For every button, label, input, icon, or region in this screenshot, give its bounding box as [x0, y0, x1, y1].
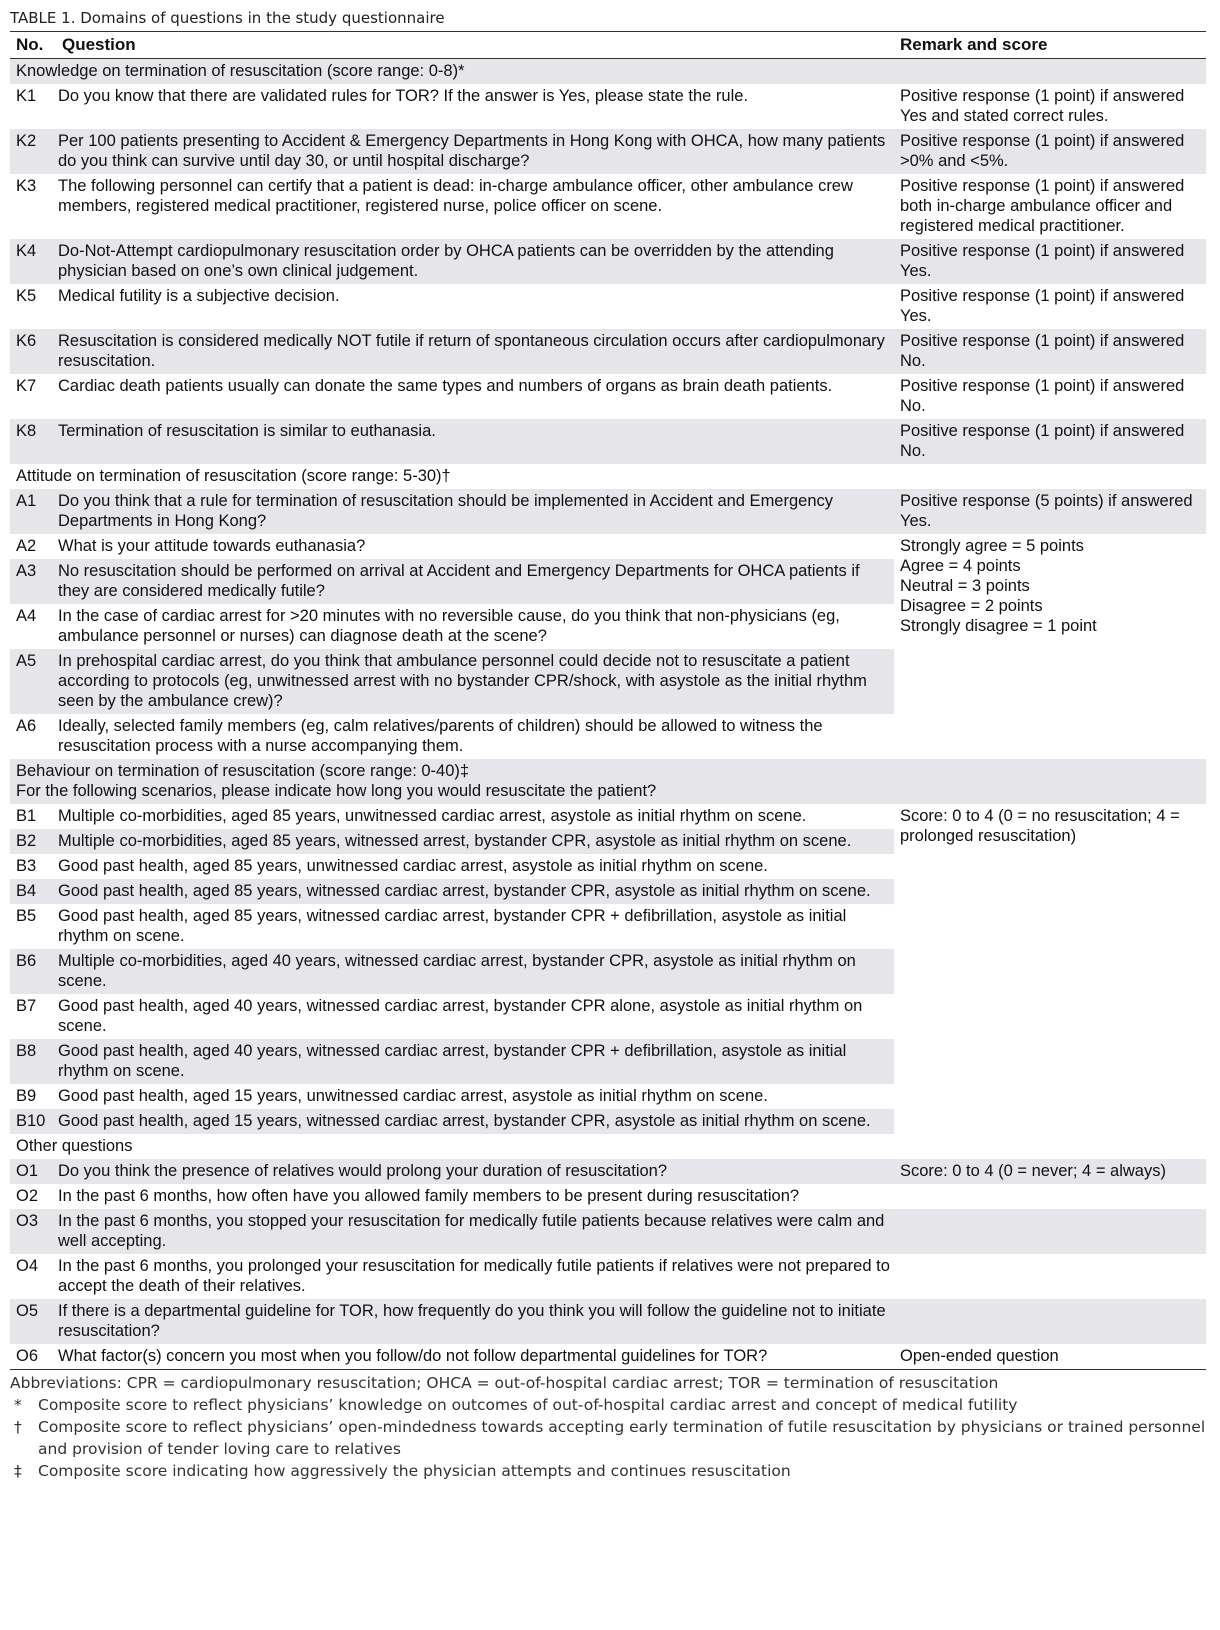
- row-no: K3: [16, 177, 37, 195]
- table-row: [10, 804, 1206, 829]
- section-title: Attitude on termination of resuscitation (score range: 5-30)†: [16, 467, 451, 485]
- footnote-text: Composite score indicating how aggressively the physician attempts and continues resuscitation: [38, 1462, 791, 1480]
- row-question: Multiple co-morbidities, aged 40 years, witnessed cardiac arrest, bystander CPR, asystole as initial rhythm on scene.: [58, 952, 856, 990]
- header-no: No.: [10, 32, 56, 59]
- row-question: Good past health, aged 40 years, witnessed cardiac arrest, bystander CPR alone, asystole as initial rhythm on scene.: [58, 997, 863, 1035]
- row-question: Cardiac death patients usually can donate the same types and numbers of organs as brain death patients.: [58, 377, 833, 395]
- row-no: O1: [16, 1162, 39, 1180]
- footnote-symbol: †: [14, 1418, 22, 1436]
- row-remark: Positive response (1 point) if answered both in-charge ambulance officer and registered medical practitioner.: [900, 177, 1185, 235]
- row-remark: Positive response (1 point) if answered No.: [900, 332, 1185, 370]
- footnote-star: [10, 1394, 1206, 1416]
- row-question: What is your attitude towards euthanasia?: [58, 537, 366, 555]
- row-no: B3: [16, 857, 37, 875]
- row-no: K5: [16, 287, 37, 305]
- table-row: [10, 1184, 1206, 1209]
- row-remark: Positive response (1 point) if answered No.: [900, 377, 1185, 415]
- row-remark-likert: Strongly agree = 5 points Agree = 4 points Neutral = 3 points Disagree = 2 points Strongly disagree = 1 point: [900, 537, 1097, 635]
- table-row: [10, 239, 1206, 284]
- row-question: Termination of resuscitation is similar to euthanasia.: [58, 422, 436, 440]
- row-remark: Positive response (1 point) if answered No.: [900, 422, 1185, 460]
- row-no: O5: [16, 1302, 39, 1320]
- table-row: [10, 1254, 1206, 1299]
- section-row-other: [10, 1134, 1206, 1159]
- row-remark: Positive response (1 point) if answered >0% and <5%.: [900, 132, 1185, 170]
- footnote-symbol: *: [14, 1396, 22, 1414]
- section-title: Other questions: [16, 1137, 133, 1155]
- table-row: [10, 489, 1206, 534]
- row-no: B9: [16, 1087, 37, 1105]
- row-question: Do you know that there are validated rules for TOR? If the answer is Yes, please state the rule.: [58, 87, 749, 105]
- row-no: B4: [16, 882, 37, 900]
- header-remark: Remark and score: [894, 32, 1206, 59]
- section-title: Knowledge on termination of resuscitation (score range: 0-8)*: [16, 62, 465, 80]
- row-no: A3: [10, 559, 56, 604]
- row-no: A4: [16, 607, 37, 625]
- row-question: The following personnel can certify that a patient is dead: in-charge ambulance officer, other ambulance crew members, registered medical practitioner, registered nurse, police officer on scene.: [58, 177, 853, 215]
- row-question: Good past health, aged 85 years, unwitnessed cardiac arrest, asystole as initial rhythm on scene.: [58, 857, 768, 875]
- row-no: A2: [16, 537, 37, 555]
- footnote-text: Composite score to reflect physicians’ knowledge on outcomes of out-of-hospital cardiac arrest and concept of medical futility: [38, 1396, 1018, 1414]
- row-no: B5: [16, 907, 37, 925]
- header-question: Question: [56, 32, 894, 59]
- row-no: K8: [16, 422, 37, 440]
- row-question: Multiple co-morbidities, aged 85 years, unwitnessed cardiac arrest, asystole as initial rhythm on scene.: [58, 807, 807, 825]
- table-row: [10, 84, 1206, 129]
- row-question: Good past health, aged 15 years, unwitnessed cardiac arrest, asystole as initial rhythm on scene.: [58, 1087, 768, 1105]
- footnote-dagger: [10, 1416, 1206, 1460]
- table-row: [10, 1344, 1206, 1370]
- row-no: K6: [16, 332, 37, 350]
- row-question: Do you think the presence of relatives would prolong your duration of resuscitation?: [58, 1162, 668, 1180]
- row-remark: Score: 0 to 4 (0 = never; 4 = always): [900, 1162, 1166, 1180]
- row-remark: Positive response (1 point) if answered Yes.: [900, 287, 1185, 325]
- row-no: A1: [16, 492, 37, 510]
- row-question: Good past health, aged 85 years, witnessed cardiac arrest, bystander CPR + defibrillation, asystole as initial rhythm on scene.: [58, 907, 847, 945]
- row-no: K7: [16, 377, 37, 395]
- row-question: Do-Not-Attempt cardiopulmonary resuscitation order by OHCA patients can be overridden by the attending physician based on one’s own clinical judgement.: [58, 242, 834, 280]
- row-remark: Open-ended question: [900, 1347, 1059, 1365]
- table-caption: TABLE 1. Domains of questions in the study questionnaire: [10, 9, 445, 27]
- row-question: Good past health, aged 40 years, witnessed cardiac arrest, bystander CPR + defibrillation, asystole as initial rhythm on scene.: [58, 1042, 847, 1080]
- table-row: [10, 1209, 1206, 1254]
- table-footnotes: [10, 1372, 1206, 1482]
- row-no: A5: [10, 649, 56, 714]
- row-question: Medical futility is a subjective decision.: [58, 287, 340, 305]
- footnote-text: Composite score to reflect physicians’ open-mindedness towards accepting early termination of futile resuscitation by physicians or trained personnel and provision of tender loving care to relatives: [38, 1418, 1206, 1458]
- row-no: B6: [16, 952, 37, 970]
- table-row: [10, 1159, 1206, 1184]
- row-no: A6: [16, 717, 37, 735]
- row-question: If there is a departmental guideline for TOR, how frequently do you think you will follow the guideline not to initiate resuscitation?: [58, 1302, 886, 1340]
- row-no: B8: [16, 1042, 37, 1060]
- table-row: [10, 284, 1206, 329]
- table-row: [10, 329, 1206, 374]
- page: [10, 0, 1206, 1482]
- table-header-row: [10, 32, 1206, 59]
- row-no: K2: [16, 132, 37, 150]
- row-question: What factor(s) concern you most when you follow/do not follow departmental guidelines for TOR?: [58, 1347, 768, 1365]
- row-question: In the past 6 months, how often have you allowed family members to be present during resuscitation?: [58, 1187, 800, 1205]
- table-row: [10, 534, 1206, 559]
- footnote-double-dagger: [10, 1460, 1206, 1482]
- row-question: Resuscitation is considered medically NOT futile if return of spontaneous circulation occurs after cardiopulmonary resuscitation.: [58, 332, 885, 370]
- row-question: Multiple co-morbidities, aged 85 years, witnessed arrest, bystander CPR, asystole as initial rhythm on scene.: [58, 832, 852, 850]
- row-no: O2: [16, 1187, 39, 1205]
- table-row: [10, 174, 1206, 239]
- row-remark: Positive response (1 point) if answered Yes and stated correct rules.: [900, 87, 1185, 125]
- row-no: B10: [16, 1112, 46, 1130]
- section-row-knowledge: [10, 59, 1206, 85]
- questionnaire-table: [10, 31, 1206, 1370]
- row-question: Per 100 patients presenting to Accident & Emergency Departments in Hong Kong with OHCA, how many patients do you think can survive until day 30, or until hospital discharge?: [58, 132, 886, 170]
- row-no: B1: [16, 807, 37, 825]
- row-no: B7: [16, 997, 37, 1015]
- footnote-symbol: ‡: [14, 1462, 22, 1480]
- table-row: [10, 374, 1206, 419]
- row-question: Do you think that a rule for termination of resuscitation should be implemented in Accident and Emergency Departments in Hong Kong?: [58, 492, 834, 530]
- section-row-behaviour: [10, 759, 1206, 804]
- row-remark: Positive response (5 points) if answered Yes.: [900, 492, 1193, 530]
- row-no: O6: [16, 1347, 39, 1365]
- row-question: Good past health, aged 15 years, witnessed cardiac arrest, bystander CPR, asystole as initial rhythm on scene.: [58, 1112, 871, 1130]
- row-question: No resuscitation should be performed on arrival at Accident and Emergency Departments for OHCA patients if they are considered medically futile?: [56, 559, 894, 604]
- abbreviations-note: Abbreviations: CPR = cardiopulmonary resuscitation; OHCA = out-of-hospital cardiac arrest; TOR = termination of resuscitation: [10, 1374, 999, 1392]
- row-no: K4: [16, 242, 37, 260]
- row-no: O4: [16, 1257, 39, 1275]
- table-row: [10, 419, 1206, 464]
- row-no: B2: [16, 832, 37, 850]
- table-row: [10, 129, 1206, 174]
- row-question: In the past 6 months, you prolonged your resuscitation for medically futile patients if relatives were not prepared to accept the death of their relatives.: [58, 1257, 890, 1295]
- row-remark: Positive response (1 point) if answered Yes.: [900, 242, 1185, 280]
- row-question: In the case of cardiac arrest for >20 minutes with no reversible cause, do you think that non-physicians (eg, ambulance personnel or nurses) can diagnose death at the scene?: [58, 607, 840, 645]
- row-question: Ideally, selected family members (eg, calm relatives/parents of children) should be allowed to witness the resuscitation process with a nurse accompanying them.: [58, 717, 823, 755]
- section-title: Behaviour on termination of resuscitation (score range: 0-40)‡ For the following scenarios, please indicate how long you would resuscitate the patient?: [16, 762, 657, 800]
- row-no: K1: [16, 87, 37, 105]
- section-row-attitude: [10, 464, 1206, 489]
- row-remark: Score: 0 to 4 (0 = no resuscitation; 4 = prolonged resuscitation): [900, 807, 1180, 845]
- row-question: Good past health, aged 85 years, witnessed cardiac arrest, bystander CPR, asystole as initial rhythm on scene.: [58, 882, 871, 900]
- row-no: O3: [16, 1212, 39, 1230]
- row-question: In the past 6 months, you stopped your resuscitation for medically futile patients because relatives were calm and well accepting.: [58, 1212, 885, 1250]
- row-question: In prehospital cardiac arrest, do you think that ambulance personnel could decide not to resuscitate a patient according to protocols (eg, unwitnessed arrest with no bystander CPR/shock, with asystole as the initial rhythm seen by the ambulance crew)?: [56, 649, 894, 714]
- table-row: [10, 1299, 1206, 1344]
